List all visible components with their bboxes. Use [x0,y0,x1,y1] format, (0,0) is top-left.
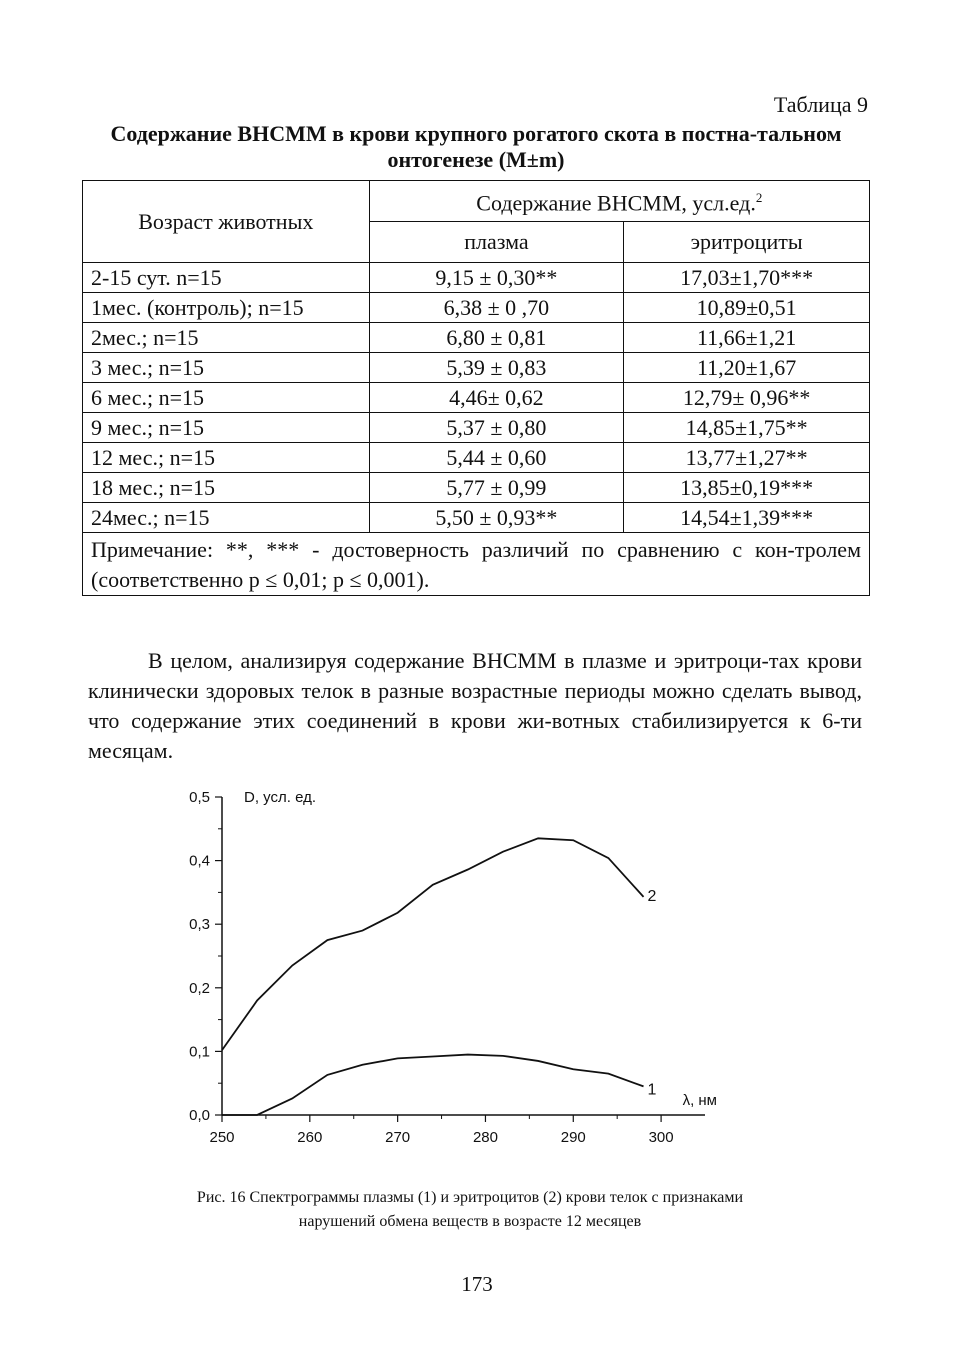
row-age: 18 мес.; n=15 [83,473,370,503]
row-plasma: 5,50 ± 0,93** [369,503,624,533]
header-plasma: плазма [369,222,624,263]
header-erythrocytes: эритроциты [624,222,870,263]
table-row [83,323,870,353]
table-row [83,503,870,533]
x-tick-label: 300 [648,1129,674,1146]
row-erythrocytes: 17,03±1,70*** [624,263,870,293]
row-erythrocytes: 11,66±1,21 [624,323,870,353]
row-age: 1мес. (контроль); n=15 [83,293,370,323]
y-tick-label: 0,2 [189,979,210,997]
row-plasma: 6,80 ± 0,81 [369,323,624,353]
row-erythrocytes: 11,20±1,67 [624,353,870,383]
row-plasma: 9,15 ± 0,30** [369,263,624,293]
y-tick-label: 0,5 [189,789,210,806]
chart-svg [170,780,740,1200]
x-tick-label: 270 [385,1129,411,1146]
header-group-superscript: 2 [755,190,763,206]
series-line-2 [222,838,644,1050]
row-erythrocytes: 12,79± 0,96** [624,383,870,413]
y-tick-label: 0,1 [189,1043,210,1061]
y-tick-label: 0,3 [189,916,210,934]
row-age: 3 мес.; n=15 [83,353,370,383]
data-table [82,180,870,596]
row-plasma: 4,46± 0,62 [369,383,624,413]
figure-caption: Рис. 16 Спектрограммы плазмы (1) и эритроцитов (2) крови телок с признаками нарушений обмена веществ в возрасте 12 месяцев [196,1189,744,1230]
spectrogram-chart [170,780,740,1200]
header-age: Возраст животных [83,181,370,263]
row-age: 9 мес.; n=15 [83,413,370,443]
body-paragraph: В целом, анализируя содержание ВНСММ в плазме и эритроци-тах крови клинически здоровых телок в разные возрастные периоды можно сделать вывод, что содержание этих соединений в крови жи-вотных стабилизируется к 6-ти месяцам. [88,648,862,763]
row-erythrocytes: 14,85±1,75** [624,413,870,443]
table-row [83,473,870,503]
y-tick-label: 0,4 [189,852,210,870]
header-group-label: Содержание ВНСММ, усл.ед. [476,190,756,216]
row-age: 6 мес.; n=15 [83,383,370,413]
table-row [83,353,870,383]
row-plasma: 5,39 ± 0,83 [369,353,624,383]
table-row [83,263,870,293]
table-row [83,293,870,323]
row-erythrocytes: 10,89±0,51 [624,293,870,323]
page-number: 173 [461,1272,493,1296]
table-label: Таблица 9 [773,92,868,117]
x-tick-label: 280 [472,1129,498,1146]
x-tick-label: 290 [560,1129,586,1146]
table-title: Содержание ВНСММ в крови крупного рогатого скота в постна-тальном онтогенезе (М±m) [110,121,842,172]
header-group [369,181,869,222]
x-tick-label: 250 [209,1129,235,1146]
y-axis-label: D, усл. ед. [244,789,317,806]
row-plasma: 5,37 ± 0,80 [369,413,624,443]
row-erythrocytes: 13,77±1,27** [624,443,870,473]
table-row [83,383,870,413]
y-tick-label: 0,0 [189,1107,210,1124]
series-label-2: 2 [647,887,657,905]
row-plasma: 5,77 ± 0,99 [369,473,624,503]
table-row [83,443,870,473]
row-erythrocytes: 13,85±0,19*** [624,473,870,503]
row-plasma: 5,44 ± 0,60 [369,443,624,473]
row-age: 2-15 сут. n=15 [83,263,370,293]
x-axis-label: λ, нм [682,1092,717,1109]
row-erythrocytes: 14,54±1,39*** [624,503,870,533]
series-label-1: 1 [647,1081,657,1099]
row-plasma: 6,38 ± 0 ,70 [369,293,624,323]
x-tick-label: 260 [297,1129,323,1146]
table-note: Примечание: **, *** - достоверность различий по сравнению с кон-тролем (соответственно р ≤ 0,01; р ≤ 0,001). [83,533,870,596]
row-age: 12 мес.; n=15 [83,443,370,473]
table-row [83,413,870,443]
series-line-1 [222,1055,644,1115]
row-age: 2мес.; n=15 [83,323,370,353]
row-age: 24мес.; n=15 [83,503,370,533]
